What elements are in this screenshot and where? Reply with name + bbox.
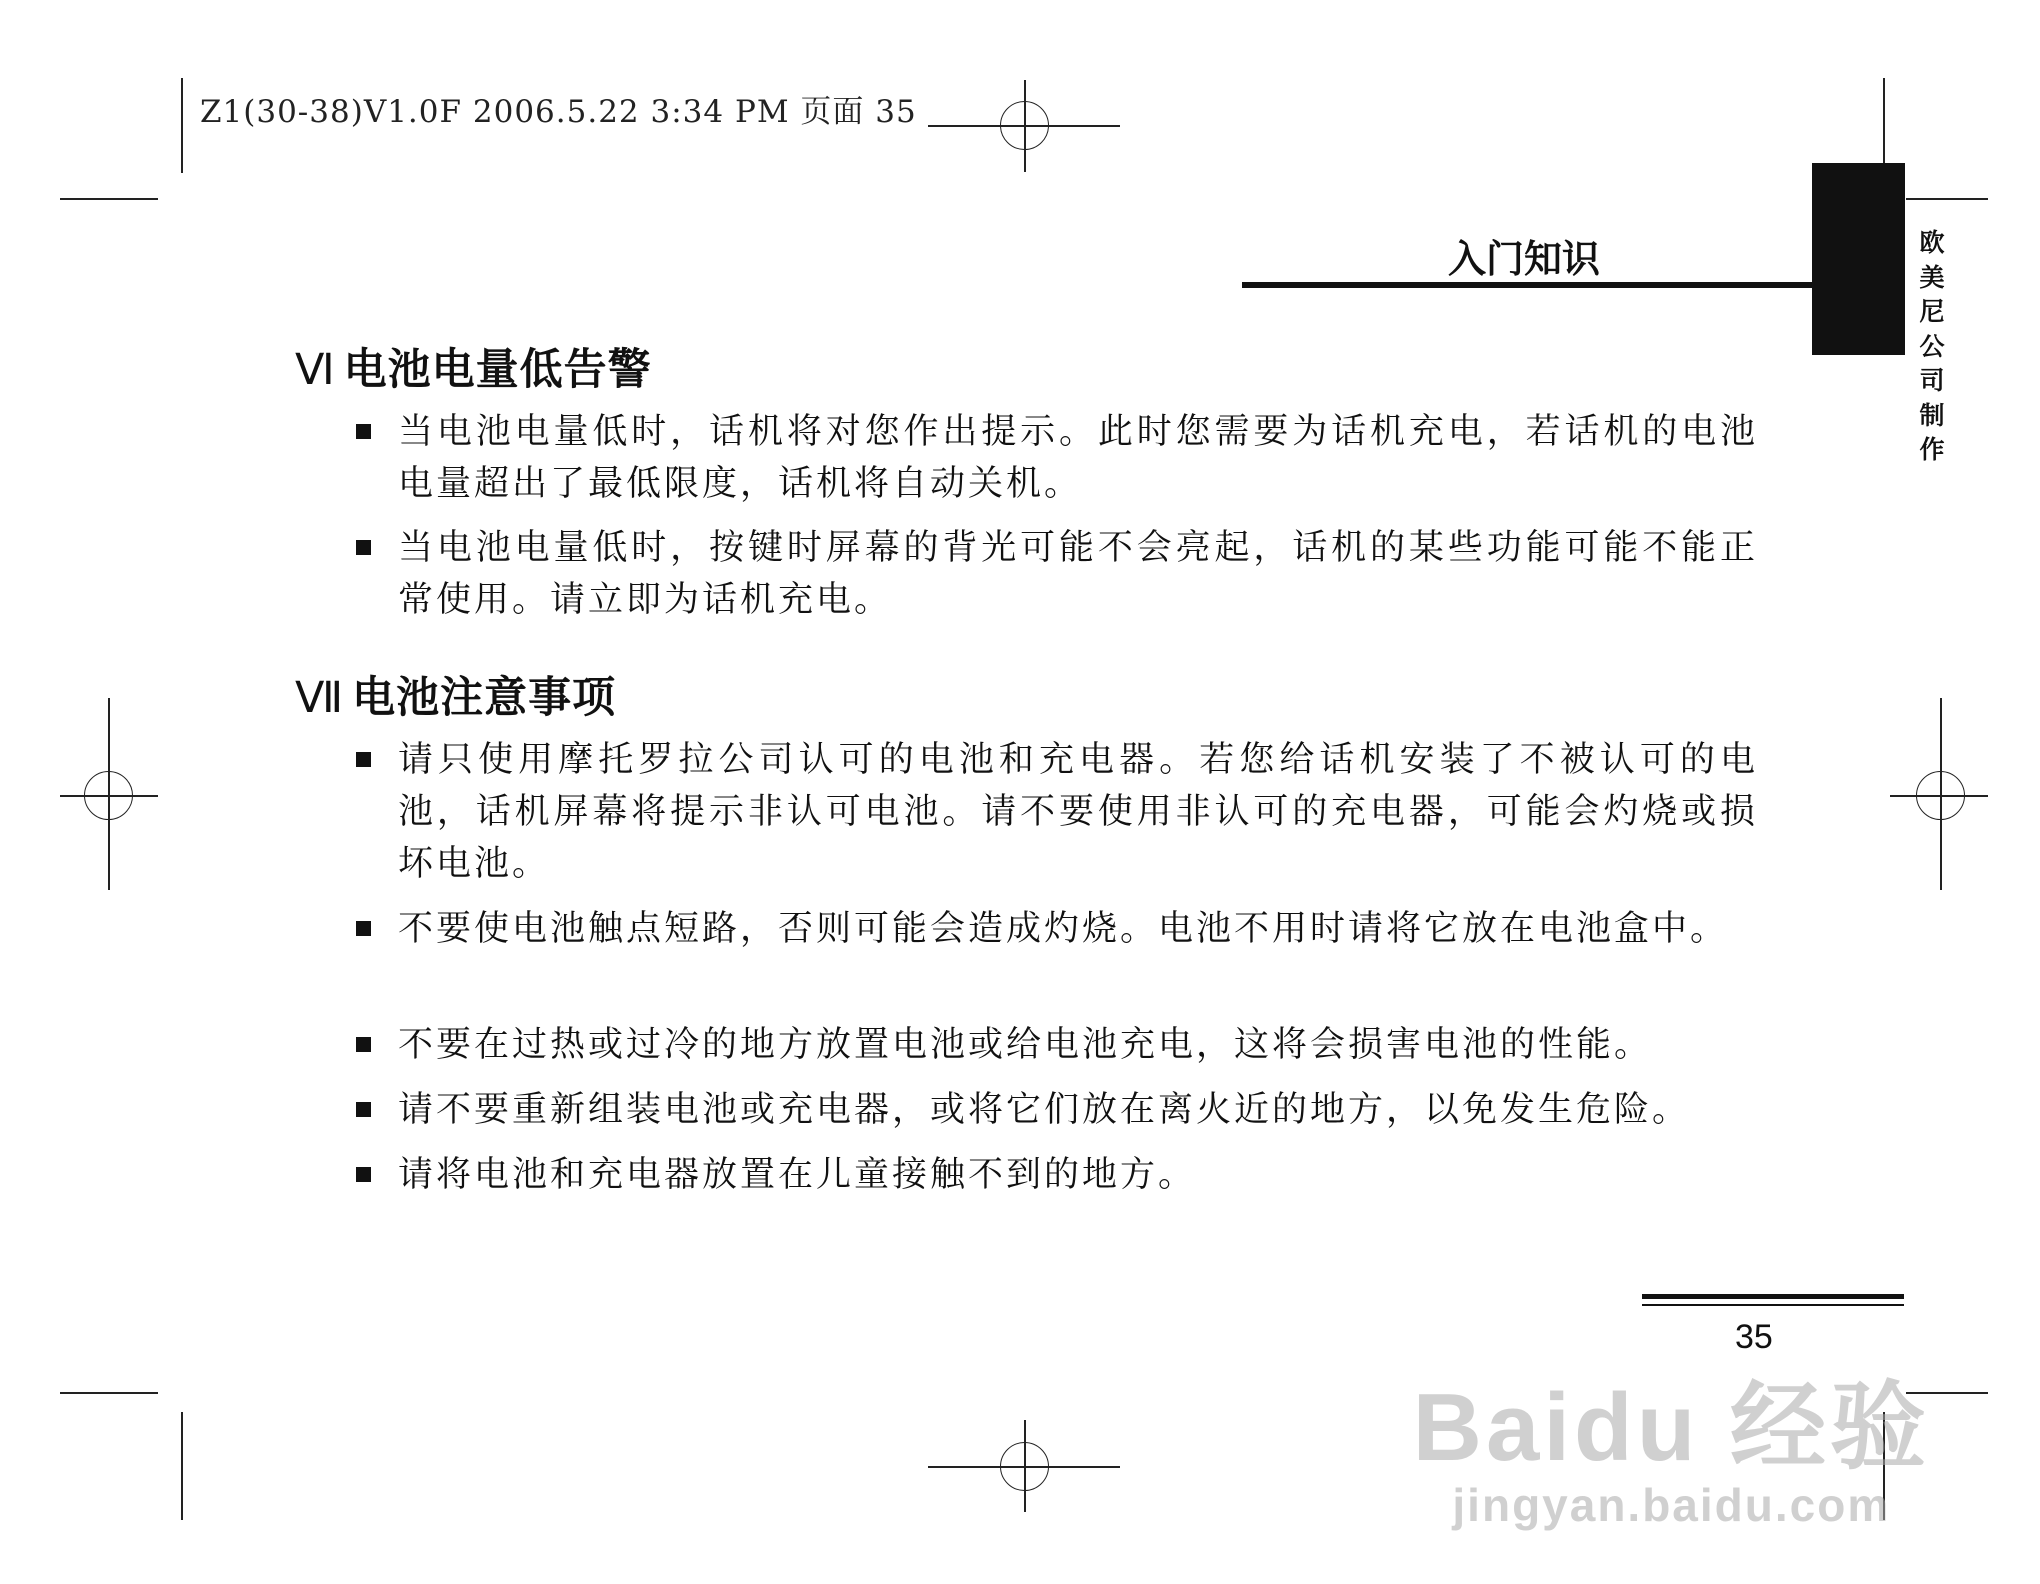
list-item: 不要使电池触点短路，否则可能会造成灼烧。电池不用时请将它放在电池盒中。 (398, 909, 1729, 949)
section-heading: 电池注意事项 (352, 673, 617, 723)
watermark-logo: Baidu 经验 (1412, 1374, 1930, 1481)
watermark (1412, 1374, 1930, 1532)
side-note: 欧美尼公司制作 (1919, 228, 1945, 464)
bullet-icon (356, 921, 371, 936)
list-item: 请将电池和充电器放置在儿童接触不到的地方。 (398, 1155, 1197, 1195)
bullet-icon (356, 1102, 371, 1117)
section-title-6 (295, 336, 652, 397)
list-item: 请不要重新组装电池或充电器，或将它们放在离火近的地方，以免发生危险。 (398, 1090, 1691, 1130)
page-number-rule-thin (1642, 1304, 1904, 1306)
bullet-icon (356, 1037, 371, 1052)
bullet-icon (356, 752, 371, 767)
section-number: Ⅵ (295, 345, 336, 395)
print-slug: Z1(30-38)V1.0F 2006.5.22 3:34 PM 页面 35 (200, 94, 917, 130)
bullet-icon (356, 540, 371, 555)
header-title: 入门知识 (1448, 237, 1601, 281)
bullet-icon (356, 424, 371, 439)
list-item: 当电池电量低时，话机将对您作出提示。此时您需要为话机充电，若话机的电池电量超出了最低限度，话机将自动关机。 (398, 412, 1758, 504)
page-number: 35 (1735, 1318, 1773, 1356)
bullet-icon (356, 1167, 371, 1182)
section-title-7 (295, 664, 616, 725)
section-number: Ⅶ (295, 673, 345, 723)
list-item: 请只使用摩托罗拉公司认可的电池和充电器。若您给话机安装了不被认可的电池，话机屏幕将提示非认可电池。请不要使用非认可的充电器，可能会灼烧或损坏电池。 (398, 740, 1758, 884)
list-item: 不要在过热或过冷的地方放置电池或给电池充电，这将会损害电池的性能。 (398, 1025, 1653, 1065)
list-item: 当电池电量低时，按键时屏幕的背光可能不会亮起，话机的某些功能可能不能正常使用。请立即为话机充电。 (398, 528, 1758, 620)
header-rule (1242, 282, 1820, 288)
page-number-rule (1642, 1294, 1904, 1299)
thumb-tab (1812, 163, 1905, 355)
section-heading: 电池电量低告警 (343, 345, 652, 395)
watermark-url: jingyan.baidu.com (1452, 1479, 1891, 1531)
